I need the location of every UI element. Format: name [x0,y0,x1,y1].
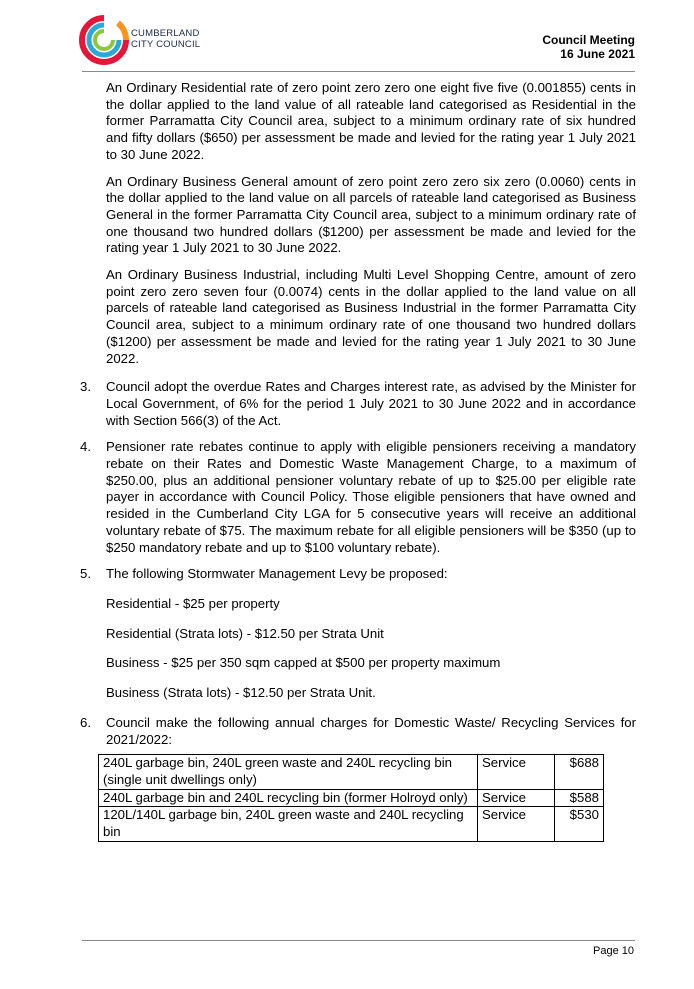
meeting-title: Council Meeting [542,33,635,47]
header-divider [82,71,635,72]
table-row [99,807,604,841]
levy-residential-strata: Residential (Strata lots) - $12.50 per Strata Unit [106,625,384,641]
page-header [0,0,694,76]
item-number: 5. [80,566,91,582]
levy-business-strata: Business (Strata lots) - $12.50 per Strata Unit. [106,685,376,701]
charge-amount: $588 [555,789,604,807]
rate-paragraph-business-general: An Ordinary Business General amount of zero point zero zero six zero (0.0060) cents in the dollar applied to the land value on all parcels of rateable land categorised as Business General in the former Parramatta City Council area, subject to a minimum ordinary rate of one thousand two hundred dollars ($1200) per assessment be made and levied for the rating year 1 July 2021 to 30 June 2022. [106,173,636,256]
item-text: The following Stormwater Management Levy be proposed: [106,566,448,582]
charge-description: 240L garbage bin and 240L recycling bin (former Holroyd only) [99,789,478,807]
rate-paragraph-residential: An Ordinary Residential rate of zero point zero zero one eight five five (0.001855) cents in the dollar applied to the land value of all rateable land categorised as Residential in the former Parramatta City Council area, subject to a minimum ordinary rate of six hundred and fifty dollars ($650) per assessment be made and levied for the rating year 1 July 2021 to 30 June 2022. [106,80,636,162]
item-number: 6. [80,714,91,730]
charge-description: 120L/140L garbage bin, 240L green waste and 240L recycling bin [99,807,478,841]
charge-description: 240L garbage bin, 240L green waste and 240L recycling bin (single unit dwellings only) [99,755,478,789]
item-number: 4. [80,439,91,455]
levy-residential: Residential - $25 per property [106,595,280,611]
levy-business: Business - $25 per 350 sqm capped at $500 per property maximum [106,655,501,671]
table-row [99,755,604,789]
meeting-date: 16 June 2021 [560,47,635,61]
list-item-6 [80,715,636,748]
meeting-info [542,33,635,61]
list-item-3 [80,379,636,429]
logo-text [131,28,200,50]
list-item-4 [80,439,636,556]
page-number: Page 10 [593,945,634,957]
document-body [80,80,636,842]
logo-line-1: CUMBERLAND [131,28,200,39]
item-text: Pensioner rate rebates continue to apply with eligible pensioners receiving a mandatory rebate on their Rates and Domestic Waste Management Charge, to a maximum of $250.00, plus an additional pensioner voluntary rebate of up to $25.00 per eligible rate payer in accordance with Council Policy. Those eligible pensioners that have owned and resided in the Cumberland City LGA for 5 consecutive years will receive an additional voluntary rebate of $75. The maximum rebate for all eligible pensioners will be $350 (up to $250 mandatory rebate and up to $100 voluntary rebate). [106,439,636,555]
charge-amount: $530 [555,807,604,841]
item-number: 3. [80,379,91,395]
table-row [99,789,604,807]
charge-amount: $688 [555,755,604,789]
logo-line-2: CITY COUNCIL [131,39,201,50]
charge-unit: Service [478,755,555,789]
cumberland-logo-icon [78,14,130,66]
rate-paragraph-business-industrial: An Ordinary Business Industrial, including Multi Level Shopping Centre, amount of zero point zero zero seven four (0.0074) cents in the dollar applied to the land value on all parcels of rateable land categorised as Business Industrial in the former Parramatta City Council area, subject to a minimum ordinary rate of one thousand two hundred dollars ($1200) per assessment be made and levied for the rating year 1 July 2021 to 30 June 2022. [106,267,636,366]
footer-divider [82,940,635,941]
item-text: Council make the following annual charges for Domestic Waste/ Recycling Services for 2021/2022: [106,714,636,747]
list-item-5 [80,566,636,583]
charges-table [98,754,604,842]
charge-unit: Service [478,789,555,807]
charge-unit: Service [478,807,555,841]
item-text: Council adopt the overdue Rates and Charges interest rate, as advised by the Minister for Local Government, of 6% for the period 1 July 2021 to 30 June 2022 and in accordance with Section 566(3) of the Act. [106,379,636,428]
